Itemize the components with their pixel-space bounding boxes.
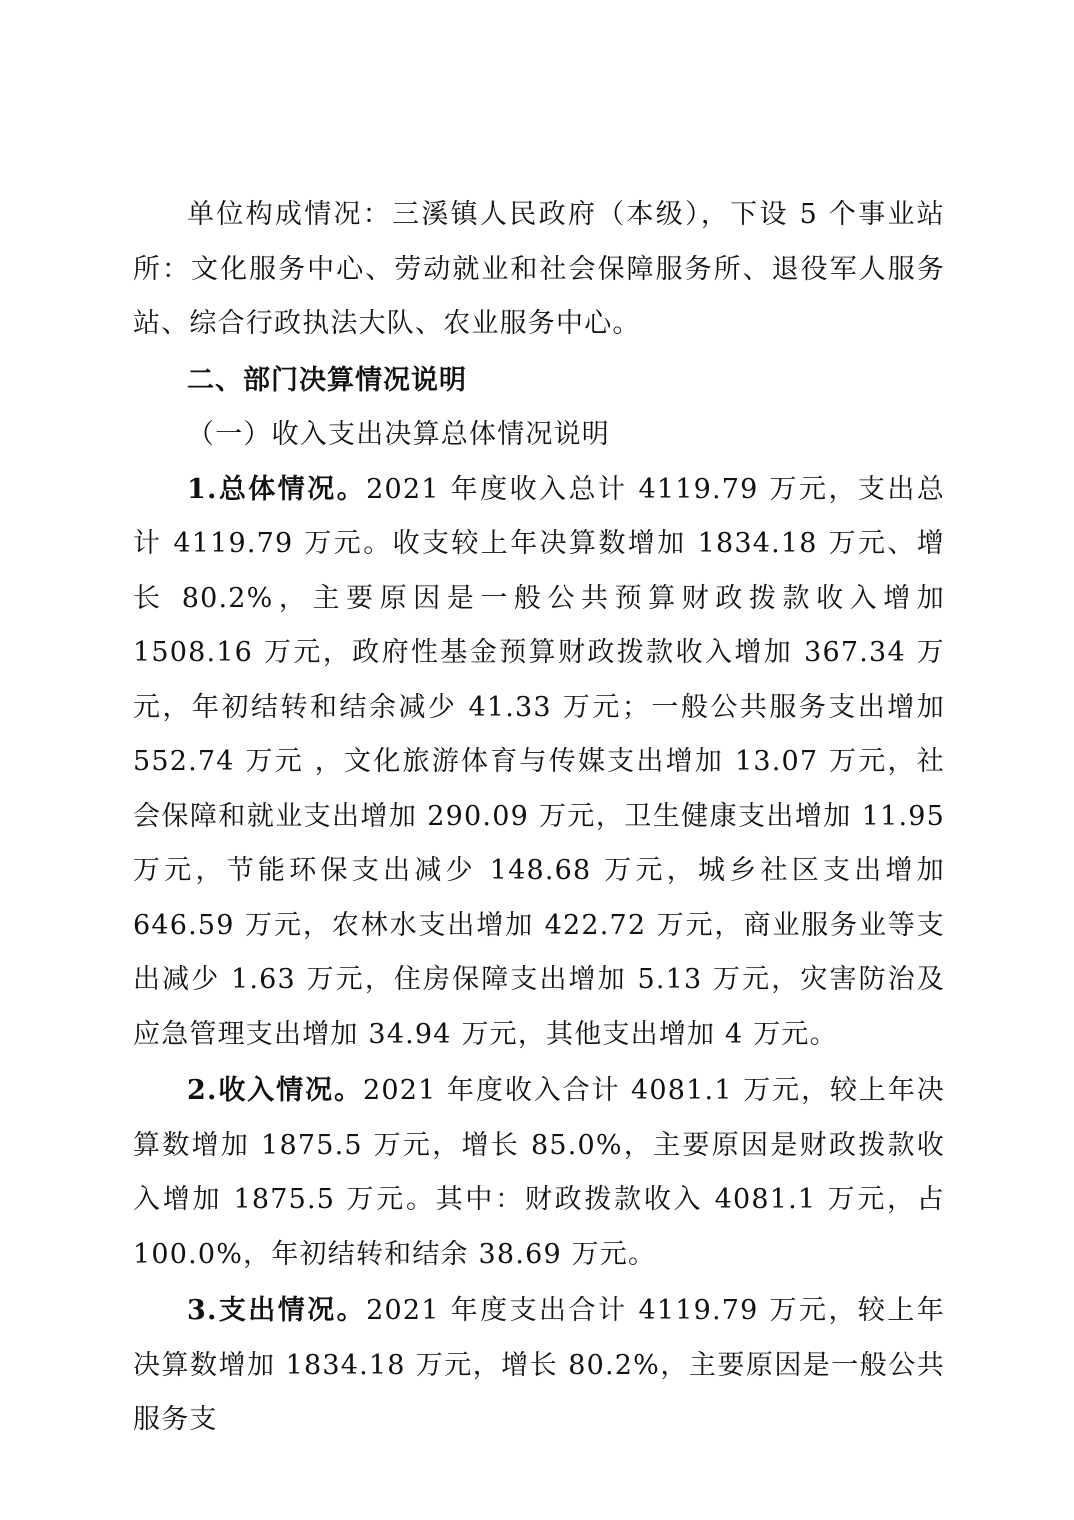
document-body [133, 188, 945, 1448]
expenditure-situation-text: 2021 年度支出合计 4119.79 万元，较上年决算数增加 1834.18 万元，增长 80.2%，主要原因是一般公共服务支 [133, 1295, 946, 1435]
overall-situation-paragraph [133, 463, 945, 1063]
expenditure-situation-lead: 3.支出情况。 [187, 1295, 367, 1326]
unit-composition-paragraph: 单位构成情况：三溪镇人民政府（本级），下设 5 个事业站所：文化服务中心、劳动就业和社会保障服务所、退役军人服务站、综合行政执法大队、农业服务中心。 [133, 199, 945, 339]
income-situation-paragraph [133, 1064, 945, 1282]
expenditure-situation-paragraph [133, 1284, 945, 1448]
income-situation-text: 2021 年度收入合计 4081.1 万元，较上年决算数增加 1875.5 万元，增长 85.0%，主要原因是财政拨款收入增加 1875.5 万元。其中：财政拨款收入 4081.1 万元，占 100.0%，年初结转和结余 38.69 万元。 [133, 1075, 945, 1270]
income-situation-lead: 2.收入情况。 [187, 1075, 363, 1106]
overall-situation-text: 2021 年度收入总计 4119.79 万元，支出总计 4119.79 万元。收支较上年决算数增加 1834.18 万元、增长 80.2%，主要原因是一般公共预算财政拨款收入增加 1508.16 万元，政府性基金预算财政拨款收入增加 367.34 万元，年初结转和结余减少 41.33 万元；一般公共服务支出增加 552.74 万元 ，文化旅游体育与传媒支出增加 13.07 万元，社会保障和就业支出增加 290.09 万元，卫生健康支出增加 11.95 万元，节能环保支出减少 148.68 万元，城乡社区支出增加 646.59 万元，农林水支出增加 422.72 万元，商业服务业等支出减少 1.63 万元，住房保障支出增加 5.13 万元，灾害防治及应急管理支出增加 34.94 万元，其他支出增加 4 万元。 [133, 473, 946, 1050]
subsection-heading-income-expenditure-overview: （一）收入支出决算总体情况说明 [187, 419, 610, 450]
overall-situation-lead: 1.总体情况。 [187, 473, 367, 505]
section-heading-department-final-accounts: 二、部门决算情况说明 [187, 364, 467, 396]
